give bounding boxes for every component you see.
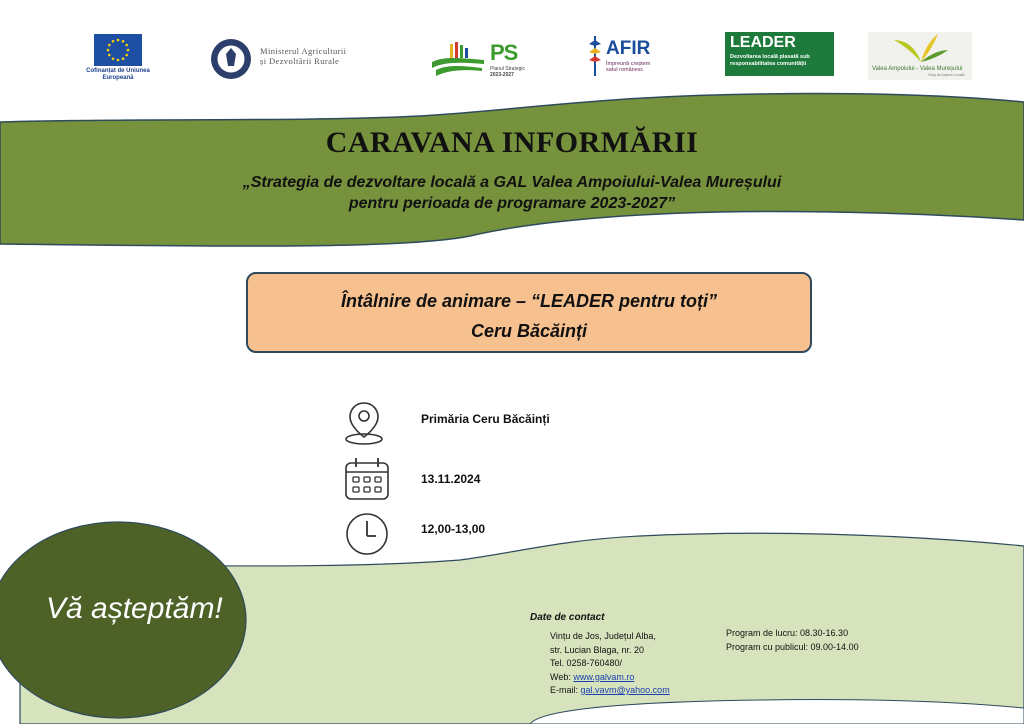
address-line1: Vințu de Jos, Județul Alba, xyxy=(550,631,656,641)
web-row xyxy=(550,671,670,685)
madr-line1: Ministerul Agriculturii xyxy=(260,46,347,56)
address-line2: str. Lucian Blaga, nr. 20 xyxy=(550,644,645,655)
location-text: Primăria Ceru Băcăinți xyxy=(421,412,550,426)
afir-wheat-icon xyxy=(586,36,604,80)
contact-block xyxy=(550,630,670,698)
subtitle-line1: „Strategia de dezvoltare locală a GAL Valea Ampoiului-Valea Mureșului xyxy=(242,174,782,191)
leader-logo xyxy=(725,32,834,76)
header-band xyxy=(0,93,1024,246)
leader-subtitle-line1: Dezvoltarea locală plasată sub xyxy=(730,54,810,60)
ps-field-icon xyxy=(430,40,486,80)
romania-seal-icon xyxy=(210,38,252,80)
page-title: CARAVANA INFORMĂRII xyxy=(325,126,699,159)
hours-block xyxy=(726,627,859,654)
event-title: Întâlnire de animare – “LEADER pentru toți” xyxy=(340,291,718,311)
calendar-icon xyxy=(343,457,391,501)
time-text: 12,00-13,00 xyxy=(421,522,486,536)
ps-caption xyxy=(490,66,525,78)
gal-leaf-icon xyxy=(894,34,948,64)
ps-mark: PS xyxy=(490,40,518,65)
gal-logo xyxy=(868,32,972,80)
greeting-text: Vă așteptăm! xyxy=(46,592,223,625)
event-place: Ceru Băcăinți xyxy=(470,321,588,341)
eu-flag-logo xyxy=(94,34,142,66)
location-pin-icon xyxy=(343,399,385,447)
email-label: E-mail: xyxy=(550,685,581,695)
event-banner xyxy=(246,272,812,353)
date-text: 13.11.2024 xyxy=(421,472,481,486)
phone-text: Tel. 0258-760480/ xyxy=(550,658,623,668)
contact-title: Date de contact xyxy=(530,612,605,623)
leader-title: LEADER xyxy=(730,34,796,51)
afir-caption-line1: Împreună creștem xyxy=(606,61,651,67)
gal-name: Valea Ampoiului - Valea Mureșului xyxy=(872,66,963,72)
madr-line2: și Dezvoltării Rurale xyxy=(260,56,340,66)
hours-public: Program cu publicul: 09.00-14.00 xyxy=(726,641,859,652)
eu-caption: Cofinanțat de Uniunea Europeană xyxy=(86,68,150,81)
leader-subtitle-line2: responsabilitatea comunității xyxy=(730,61,807,67)
web-label: Web: xyxy=(550,671,574,682)
leader-subtitle xyxy=(730,54,810,68)
hours-work: Program de lucru: 08.30-16.30 xyxy=(726,628,849,638)
afir-caption xyxy=(606,61,650,73)
madr-name xyxy=(260,46,346,66)
clock-icon xyxy=(345,512,389,556)
email-link[interactable]: gal.vavm@yahoo.com xyxy=(580,685,670,695)
ps-caption-line2: 2023-2027 xyxy=(490,72,514,78)
email-row xyxy=(550,684,670,698)
afir-caption-line2: satul românesc xyxy=(606,67,644,73)
ps-caption-line1: Planul Strategic xyxy=(490,66,526,72)
afir-mark: AFIR xyxy=(606,38,651,59)
website-link[interactable]: www.galvam.ro xyxy=(573,671,635,682)
subtitle-line2: pentru perioada de programare 2023-2027” xyxy=(348,195,676,212)
gal-tagline: Grup de Acțiune Locală xyxy=(928,73,965,77)
page-subtitle xyxy=(0,172,1024,214)
